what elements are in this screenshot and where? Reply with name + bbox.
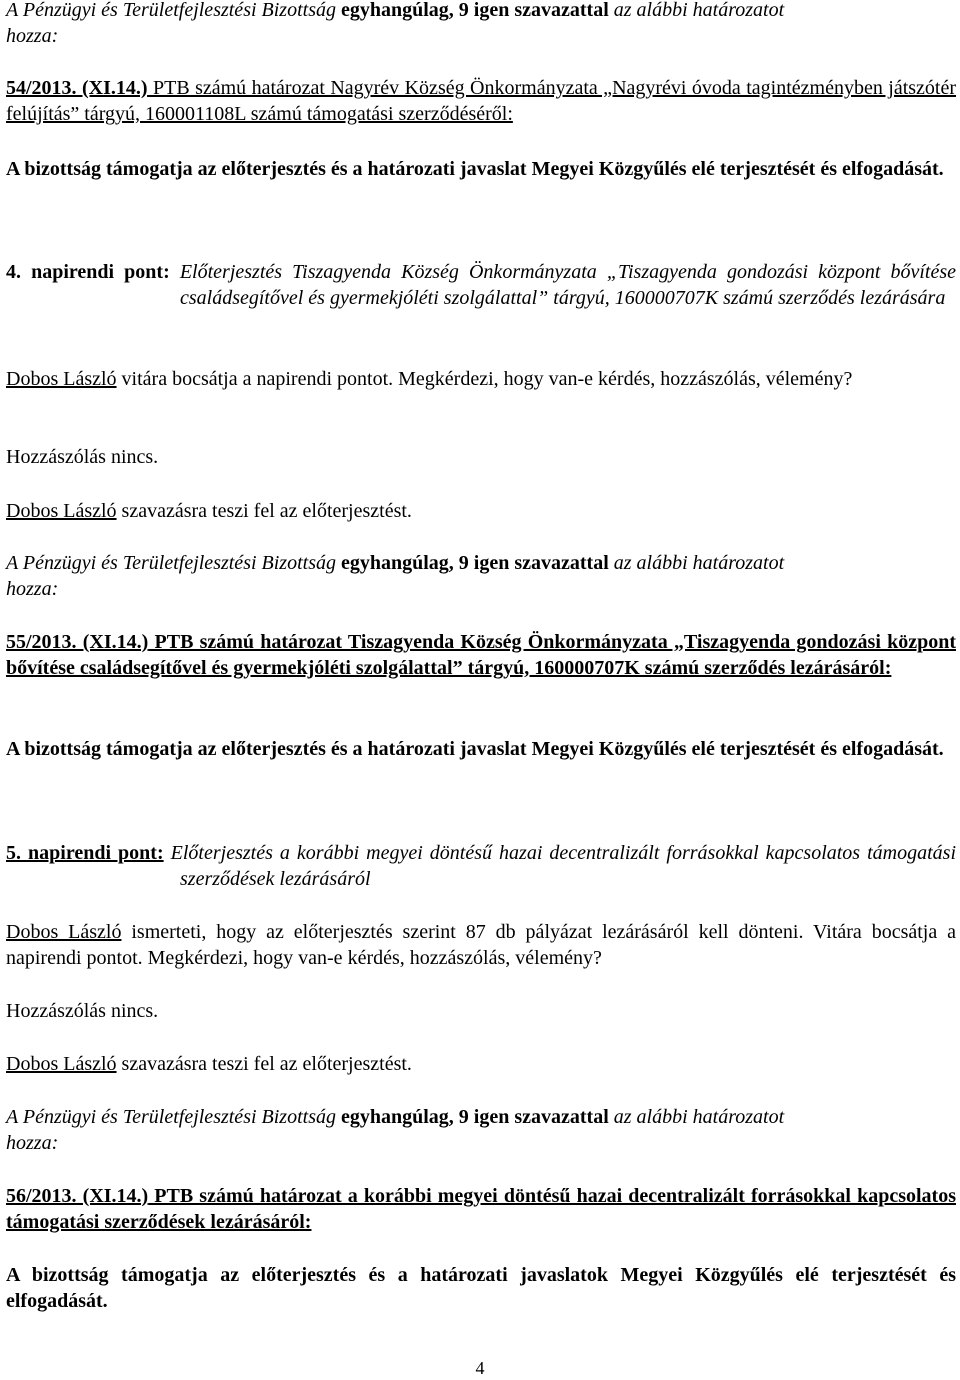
chair-name: Dobos László (6, 500, 117, 522)
decision-text: A bizottság támogatja az előterjesztés és a határozati javaslat Megyei Közgyűlés elé terjesztését és elfogadását. (6, 158, 944, 180)
vote-result: egyhangúlag, 9 igen szavazattal (340, 552, 609, 574)
vote-hozza: hozza: (6, 578, 59, 600)
decision-text: A bizottság támogatja az előterjesztés és a határozati javaslatok Megyei Közgyűlés elé terjesztését és elfogadását. (6, 1264, 956, 1312)
no-comment-4: Hozzászólás nincs. (6, 446, 159, 468)
agenda-number: 5. (6, 842, 21, 864)
chair-name: Dobos László (6, 921, 122, 943)
agenda-number: 4. (6, 261, 21, 283)
resolution-text: PTB számú határozat Tiszagyenda Község Önkormányzata „Tiszagyenda gondozási központ bővítése családsegítővel és gyermekjóléti szolgálattal” tárgyú, 160000707K számú szerződés lezárásáról: (6, 631, 956, 679)
chair-text: vitára bocsátja a napirendi pontot. Megkérdezi, hogy van-e kérdés, hozzászólás, vélemény? (116, 368, 853, 390)
vote-tail: az alábbi határozatot (608, 0, 785, 21)
resolution-56 (6, 1183, 956, 1235)
vote-call-4 (6, 498, 956, 524)
vote-statement-1 (6, 0, 956, 49)
vote-tail: az alábbi határozatot (608, 1106, 785, 1128)
decision-56 (6, 1262, 956, 1314)
decision-55 (6, 736, 956, 762)
no-comment-5: Hozzászólás nincs. (6, 1000, 159, 1022)
committee-name: A Pénzügyi és Területfejlesztési Bizottság (6, 0, 341, 21)
resolution-number: 54/2013. (XI.14.) (6, 77, 148, 99)
chair-text: ismerteti, hogy az előterjesztés szerint 87 db pályázat lezárásáról kell dönteni. Vitára bocsátja a napirendi pontot. Megkérdezi, hogy van-e kérdés, hozzászólás, vélemény? (6, 921, 956, 969)
agenda-item-4 (6, 259, 956, 311)
resolution-54 (6, 75, 956, 127)
vote-statement-4 (6, 550, 956, 602)
resolution-text: PTB számú határozat Nagyrév Község Önkormányzata „Nagyrévi óvoda tagintézményben játszótér felújítás” tárgyú, 160001108L számú támogatási szerződéséről: (6, 77, 957, 125)
resolution-number: 55/2013. (XI.14.) (6, 631, 149, 653)
vote-hozza: hozza: (6, 25, 59, 47)
committee-name: A Pénzügyi és Területfejlesztési Bizottság (6, 552, 341, 574)
chair-statement-5 (6, 919, 956, 971)
agenda-title: Előterjesztés Tiszagyenda Község Önkormányzata „Tiszagyenda gondozási központ bővítése családsegítővel és gyermekjóléti szolgálattal” tárgyú, 160000707K számú szerződés lezárására (179, 261, 956, 309)
vote-result: egyhangúlag, 9 igen szavazattal (340, 1106, 609, 1128)
page-number: 4 (475, 1358, 485, 1378)
resolution-55 (6, 629, 956, 681)
agenda-item-5 (6, 840, 956, 892)
vote-tail: az alábbi határozatot (608, 552, 785, 574)
agenda-label: napirendi pont: (21, 842, 164, 864)
vote-result: egyhangúlag, 9 igen szavazattal (340, 0, 609, 21)
decision-text: A bizottság támogatja az előterjesztés és a határozati javaslat Megyei Közgyűlés elé terjesztését és elfogadását. (6, 738, 944, 760)
chair-name: Dobos László (6, 368, 117, 390)
chair-name: Dobos László (6, 1053, 117, 1075)
vote-hozza: hozza: (6, 1132, 59, 1154)
vote-call-text: szavazásra teszi fel az előterjesztést. (116, 500, 412, 522)
vote-call-5 (6, 1051, 956, 1077)
agenda-label: napirendi pont: (21, 261, 170, 283)
resolution-number: 56/2013. (XI.14.) (6, 1185, 149, 1207)
agenda-title: Előterjesztés a korábbi megyei döntésű hazai decentralizált forrásokkal kapcsolatos támogatási szerződések lezárásáról (170, 842, 957, 890)
decision-54 (6, 156, 956, 182)
vote-call-text: szavazásra teszi fel az előterjesztést. (116, 1053, 412, 1075)
committee-name: A Pénzügyi és Területfejlesztési Bizottság (6, 1106, 341, 1128)
vote-statement-5 (6, 1104, 956, 1156)
chair-statement-4 (6, 366, 956, 392)
resolution-text: PTB számú határozat a korábbi megyei döntésű hazai decentralizált forrásokkal kapcsolatos támogatási szerződések lezárásáról: (6, 1185, 956, 1233)
